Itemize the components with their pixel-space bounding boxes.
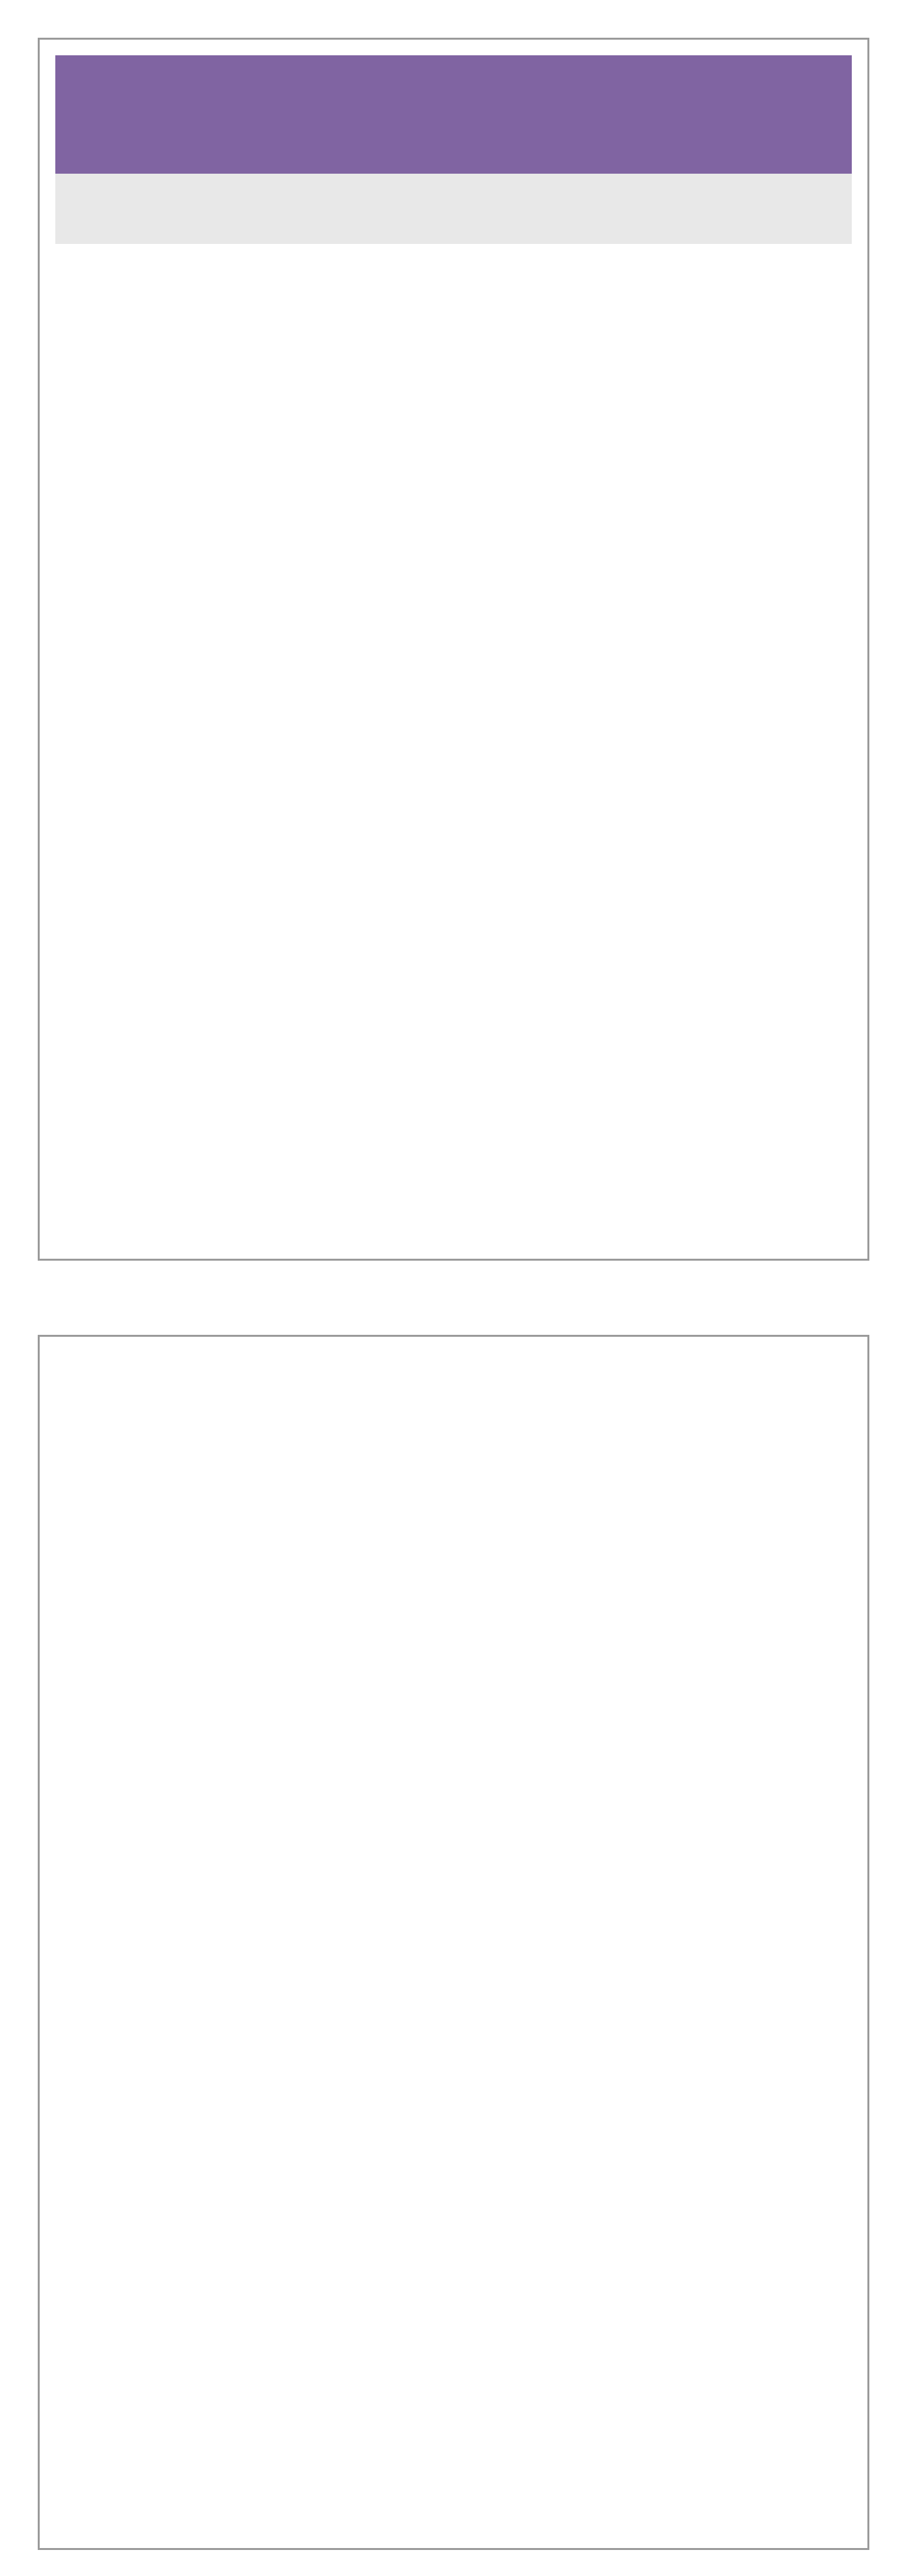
simile-card: [38, 38, 869, 1261]
page-title: [55, 55, 852, 174]
personification-card: [38, 1335, 869, 2550]
page-subtitle: [55, 174, 852, 244]
